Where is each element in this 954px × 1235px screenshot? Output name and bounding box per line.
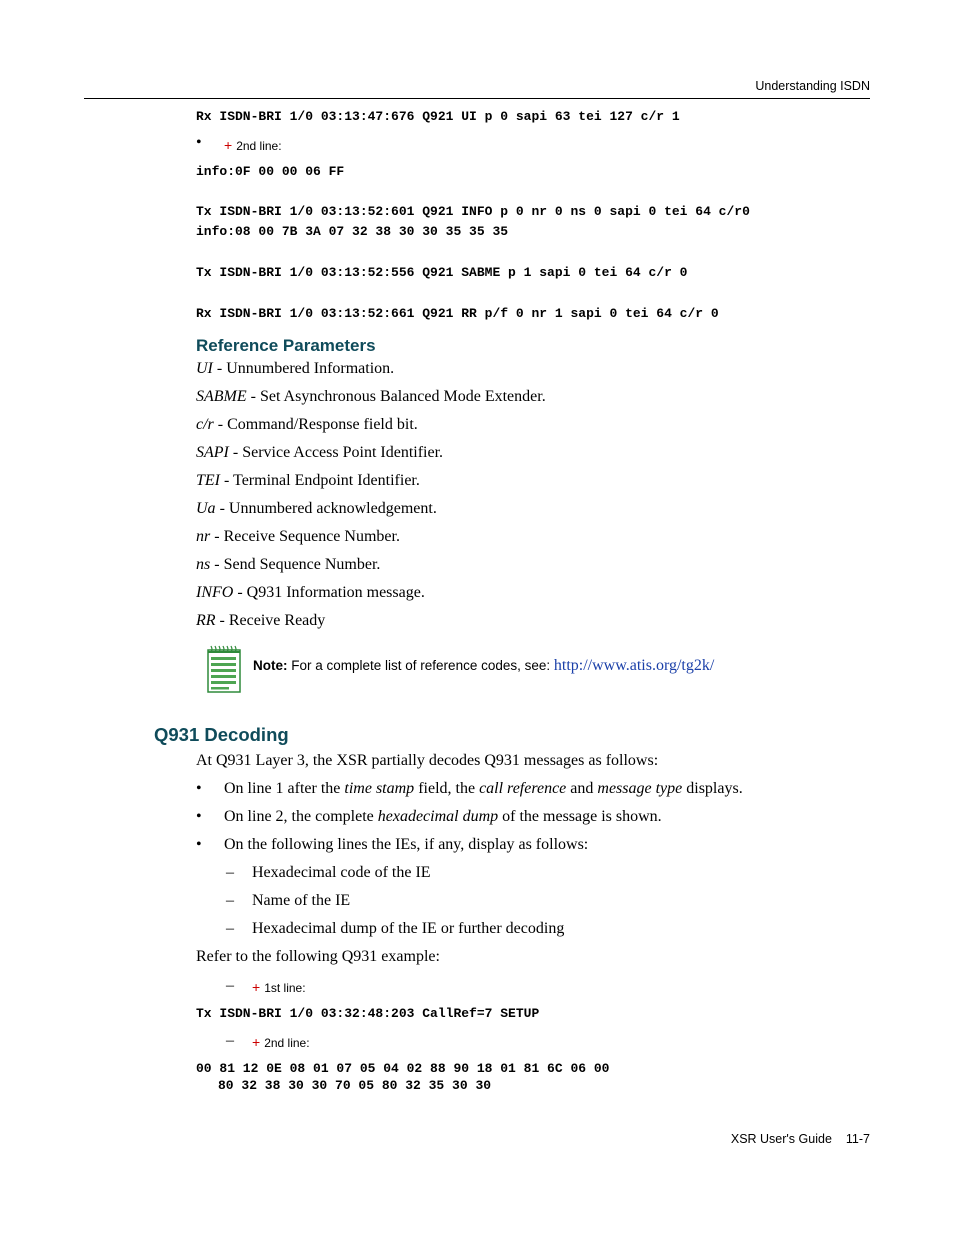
plus-mark: + bbox=[252, 979, 261, 995]
notepad-icon bbox=[205, 644, 243, 694]
ref-item: UI - Unnumbered Information. bbox=[196, 360, 395, 377]
first-line-item bbox=[252, 979, 306, 995]
ref-item: ns - Send Sequence Number. bbox=[196, 556, 381, 573]
bullet-dot: • bbox=[196, 836, 202, 853]
trace-tx-sabme: Tx ISDN-BRI 1/0 03:13:52:556 Q921 SABME p 1 sapi 0 tei 64 c/r 0 bbox=[196, 265, 688, 280]
trace-rx-rr: Rx ISDN-BRI 1/0 03:13:52:661 Q921 RR p/f 0 nr 1 sapi 0 tei 64 c/r 0 bbox=[196, 306, 719, 321]
dash: – bbox=[226, 920, 234, 937]
plus-mark: + bbox=[252, 1034, 261, 1050]
first-line-label: 1st line: bbox=[264, 981, 306, 995]
trace-info-line: info:0F 00 00 06 FF bbox=[196, 164, 345, 179]
sub-item: Name of the IE bbox=[252, 892, 351, 909]
q931-bullet-3: On the following lines the IEs, if any, display as follows: bbox=[224, 836, 589, 853]
ref-item: SAPI - Service Access Point Identifier. bbox=[196, 444, 444, 461]
q931-hex-line-2: 80 32 38 30 30 70 05 80 32 35 30 30 bbox=[218, 1078, 492, 1093]
second-line-label: 2nd line: bbox=[264, 1036, 310, 1050]
sub-item: Hexadecimal dump of the IE or further decoding bbox=[252, 920, 565, 937]
q931-bullet-1: On line 1 after the time stamp field, the call reference and message type displays. bbox=[224, 780, 743, 797]
trace-tx-info-2: info:08 00 7B 3A 07 32 38 30 30 35 35 35 bbox=[196, 224, 509, 239]
q931-heading: Q931 Decoding bbox=[154, 724, 289, 745]
ref-item: TEI - Terminal Endpoint Identifier. bbox=[196, 472, 420, 489]
trace-tx-info-1: Tx ISDN-BRI 1/0 03:13:52:601 Q921 INFO p 0 nr 0 ns 0 sapi 0 tei 64 c/r0 bbox=[196, 204, 750, 219]
second-line-item-q931 bbox=[252, 1034, 310, 1050]
header-rule bbox=[84, 98, 870, 99]
second-line-label: 2nd line: bbox=[236, 139, 282, 153]
dash: – bbox=[226, 864, 234, 881]
trace-rx-ui: Rx ISDN-BRI 1/0 03:13:47:676 Q921 UI p 0 sapi 63 tei 127 c/r 1 bbox=[196, 109, 680, 124]
page-footer bbox=[731, 1132, 870, 1146]
bullet-dot: • bbox=[196, 134, 202, 151]
bullet-dot: • bbox=[196, 780, 202, 797]
ref-item: RR - Receive Ready bbox=[196, 612, 326, 629]
bullet-dot: • bbox=[196, 808, 202, 825]
ref-item: c/r - Command/Response field bit. bbox=[196, 416, 418, 433]
atis-link[interactable]: http://www.atis.org/tg2k/ bbox=[553, 657, 715, 674]
guide-title: XSR User's Guide bbox=[730, 1132, 832, 1146]
page-number: 11-7 bbox=[845, 1132, 870, 1146]
second-line-item bbox=[224, 137, 282, 153]
q931-hex-line-1: 00 81 12 0E 08 01 07 05 04 02 88 90 18 01 81 6C 06 00 bbox=[196, 1061, 610, 1076]
ref-item: nr - Receive Sequence Number. bbox=[196, 528, 400, 545]
plus-mark: + bbox=[224, 137, 233, 153]
ref-item: INFO - Q931 Information message. bbox=[196, 584, 425, 601]
q931-setup-line: Tx ISDN-BRI 1/0 03:32:48:203 CallRef=7 SETUP bbox=[196, 1006, 540, 1021]
q931-refer: Refer to the following Q931 example: bbox=[196, 948, 440, 965]
dash: – bbox=[226, 1032, 234, 1049]
note-text: Note: For a complete list of reference codes, see: http://www.atis.org/tg2k/ bbox=[253, 657, 715, 674]
note-label: Note: bbox=[253, 658, 288, 673]
ref-item: SABME - Set Asynchronous Balanced Mode Extender. bbox=[196, 388, 546, 405]
q931-bullet-2: On line 2, the complete hexadecimal dump of the message is shown. bbox=[224, 808, 662, 825]
running-header: Understanding ISDN bbox=[755, 79, 870, 93]
reference-heading: Reference Parameters bbox=[196, 336, 376, 355]
q931-intro: At Q931 Layer 3, the XSR partially decodes Q931 messages as follows: bbox=[196, 752, 659, 769]
dash: – bbox=[226, 892, 234, 909]
sub-item: Hexadecimal code of the IE bbox=[252, 864, 431, 881]
dash: – bbox=[226, 977, 234, 994]
ref-item: Ua - Unnumbered acknowledgement. bbox=[196, 500, 437, 517]
